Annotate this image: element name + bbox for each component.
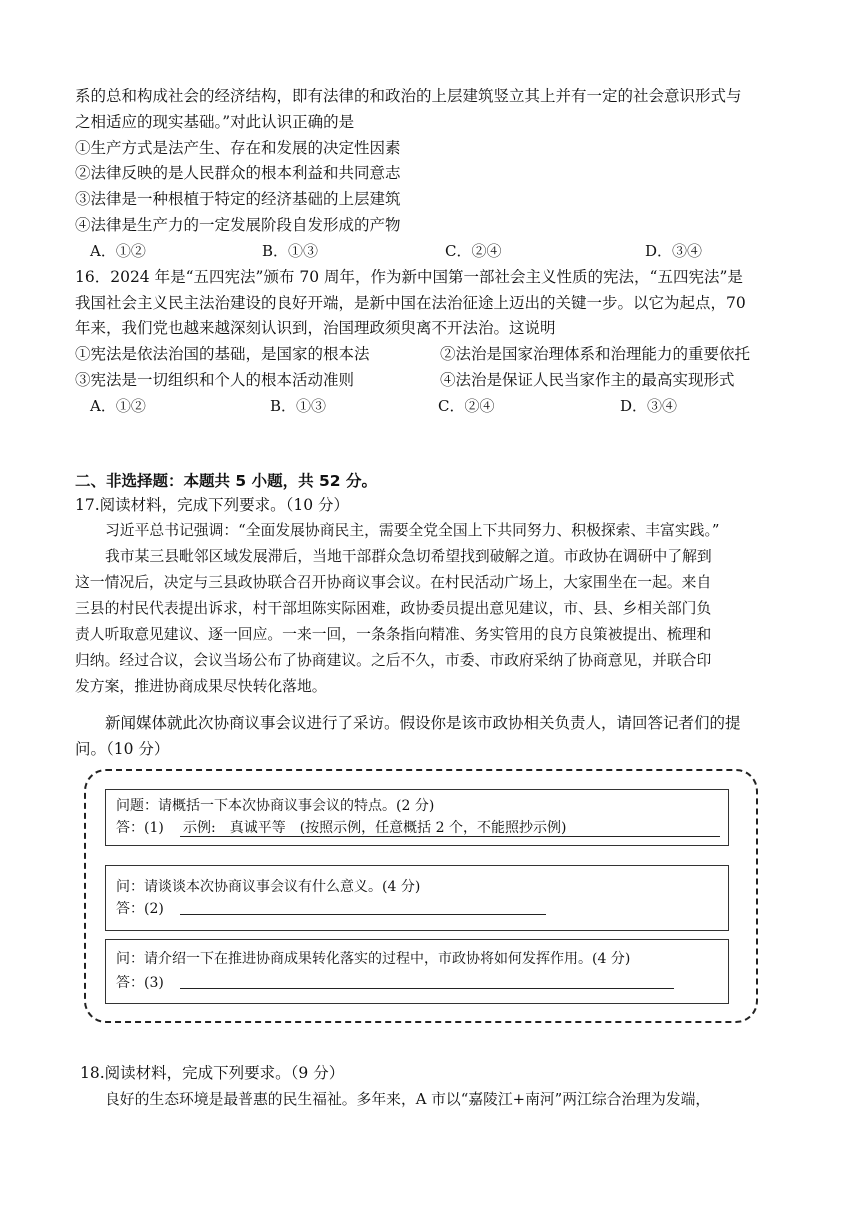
q15-item-4: ④法律是生产力的一定发展阶段自发形成的产物: [75, 216, 401, 234]
q16-item-3: ③宪法是一切组织和个人的根本活动准则: [75, 371, 355, 389]
q17-task-line-2: 问。（10 分）: [75, 740, 170, 758]
q15-item-3: ③法律是一种根植于特定的经济基础的上层建筑: [75, 190, 401, 208]
q16-item-4: ④法治是保证人民当家作主的最高实现形式: [440, 371, 735, 389]
q16-item-1: ①宪法是依法治国的基础，是国家的根本法: [75, 345, 370, 363]
qa-box-2-answer-line[interactable]: [180, 914, 546, 915]
q17-material-p2-line-2: 这一情况后，决定与三县政协联合召开协商议事会议。在村民活动广场上，大家围坐在一起。来自: [75, 574, 712, 591]
qa-box-1-answer-label: 答：(1): [116, 820, 164, 836]
q16-option-a: A．①②: [90, 397, 146, 415]
q16-item-2: ②法治是国家治理体系和治理能力的重要依托: [440, 345, 751, 363]
q16-option-b: B．①③: [270, 397, 327, 415]
q18-heading: 18.阅读材料，完成下列要求。（9 分）: [80, 1064, 345, 1082]
q15-stem-line-1: 系的总和构成社会的经济结构，即有法律的和政治的上层建筑竖立其上并有一定的社会意识形式与: [75, 87, 742, 105]
qa-box-1: [105, 789, 729, 846]
q17-material-p2-line-3: 三县的村民代表提出诉求，村干部坦陈实际困难，政协委员提出意见建议，市、县、乡相关部门负: [75, 600, 712, 617]
q17-heading: 17.阅读材料，完成下列要求。（10 分）: [75, 496, 350, 514]
q17-material-p1: 习近平总书记强调：“全面发展协商民主，需要全党全国上下共同努力、积极探索、丰富实践。”: [105, 522, 720, 539]
qa-box-3-answer-label: 答：(3): [116, 975, 164, 991]
q18-material-p1: 良好的生态环境是最普惠的民生福祉。多年来，A 市以“嘉陵江+南河”两江综合治理为发端，: [105, 1091, 711, 1108]
q16-option-c: C．②④: [438, 397, 495, 415]
q15-option-c: C．②④: [445, 242, 502, 260]
q16-stem-line-1: 16．2024 年是“五四宪法”颁布 70 周年，作为新中国第一部社会主义性质的宪法，“五四宪法”是: [75, 268, 743, 286]
q17-material-p2-line-6: 发方案，推进协商成果尽快转化落地。: [75, 678, 327, 695]
q15-option-d: D．③④: [645, 242, 703, 260]
q15-item-2: ②法律反映的是人民群众的根本利益和共同意志: [75, 164, 401, 182]
qa-box-3-question: 问：请介绍一下在推进协商成果转化落实的过程中，市政协将如何发挥作用。(4 分): [116, 951, 631, 967]
q17-task-line-1: 新闻媒体就此次协商议事会议进行了采访。假设你是该市政协相关负责人，请回答记者们的提: [105, 714, 741, 732]
q15-option-a: A．①②: [90, 242, 146, 260]
qa-box-3: [105, 939, 729, 1004]
q16-stem-line-3: 年来，我们党也越来越深刻认识到，治国理政须臾离不开法治。这说明: [75, 319, 556, 337]
qa-box-1-example: 示例: 真诚平等 (按照示例，任意概括 2 个，不能照抄示例): [183, 820, 567, 836]
qa-box-1-answer-line[interactable]: [180, 836, 720, 837]
q17-material-p2-line-4: 责人听取意见建议、逐一回应。一来一回，一条条指向精准、务实管用的良方良策被提出、梳理和: [75, 626, 712, 643]
qa-box-3-answer-line[interactable]: [180, 988, 674, 989]
qa-box-2-question: 问：请谈谈本次协商议事会议有什么意义。(4 分): [116, 879, 421, 895]
q17-material-p2-line-5: 归纳。经过合议，会议当场公布了协商建议。之后不久，市委、市政府采纳了协商意见，并联合印: [75, 652, 712, 669]
section-heading: 二、非选择题：本题共 5 小题，共 52 分。: [75, 472, 377, 490]
q16-stem-line-2: 我国社会主义民主法治建设的良好开端，是新中国在法治征途上迈出的关键一步。以它为起点，70: [75, 294, 746, 312]
q16-option-d: D．③④: [620, 397, 678, 415]
qa-box-1-question: 问题：请概括一下本次协商议事会议的特点。(2 分): [116, 798, 435, 814]
qa-box-2: [105, 865, 729, 931]
q15-stem-line-2: 之相适应的现实基础。”对此认识正确的是: [75, 113, 355, 131]
q15-item-1: ①生产方式是法产生、存在和发展的决定性因素: [75, 139, 401, 157]
qa-box-2-answer-label: 答：(2): [116, 901, 164, 917]
q15-option-b: B．①③: [262, 242, 319, 260]
q17-material-p2-line-1: 我市某三县毗邻区域发展滞后，当地干部群众急切希望找到破解之道。市政协在调研中了解到: [105, 548, 712, 565]
